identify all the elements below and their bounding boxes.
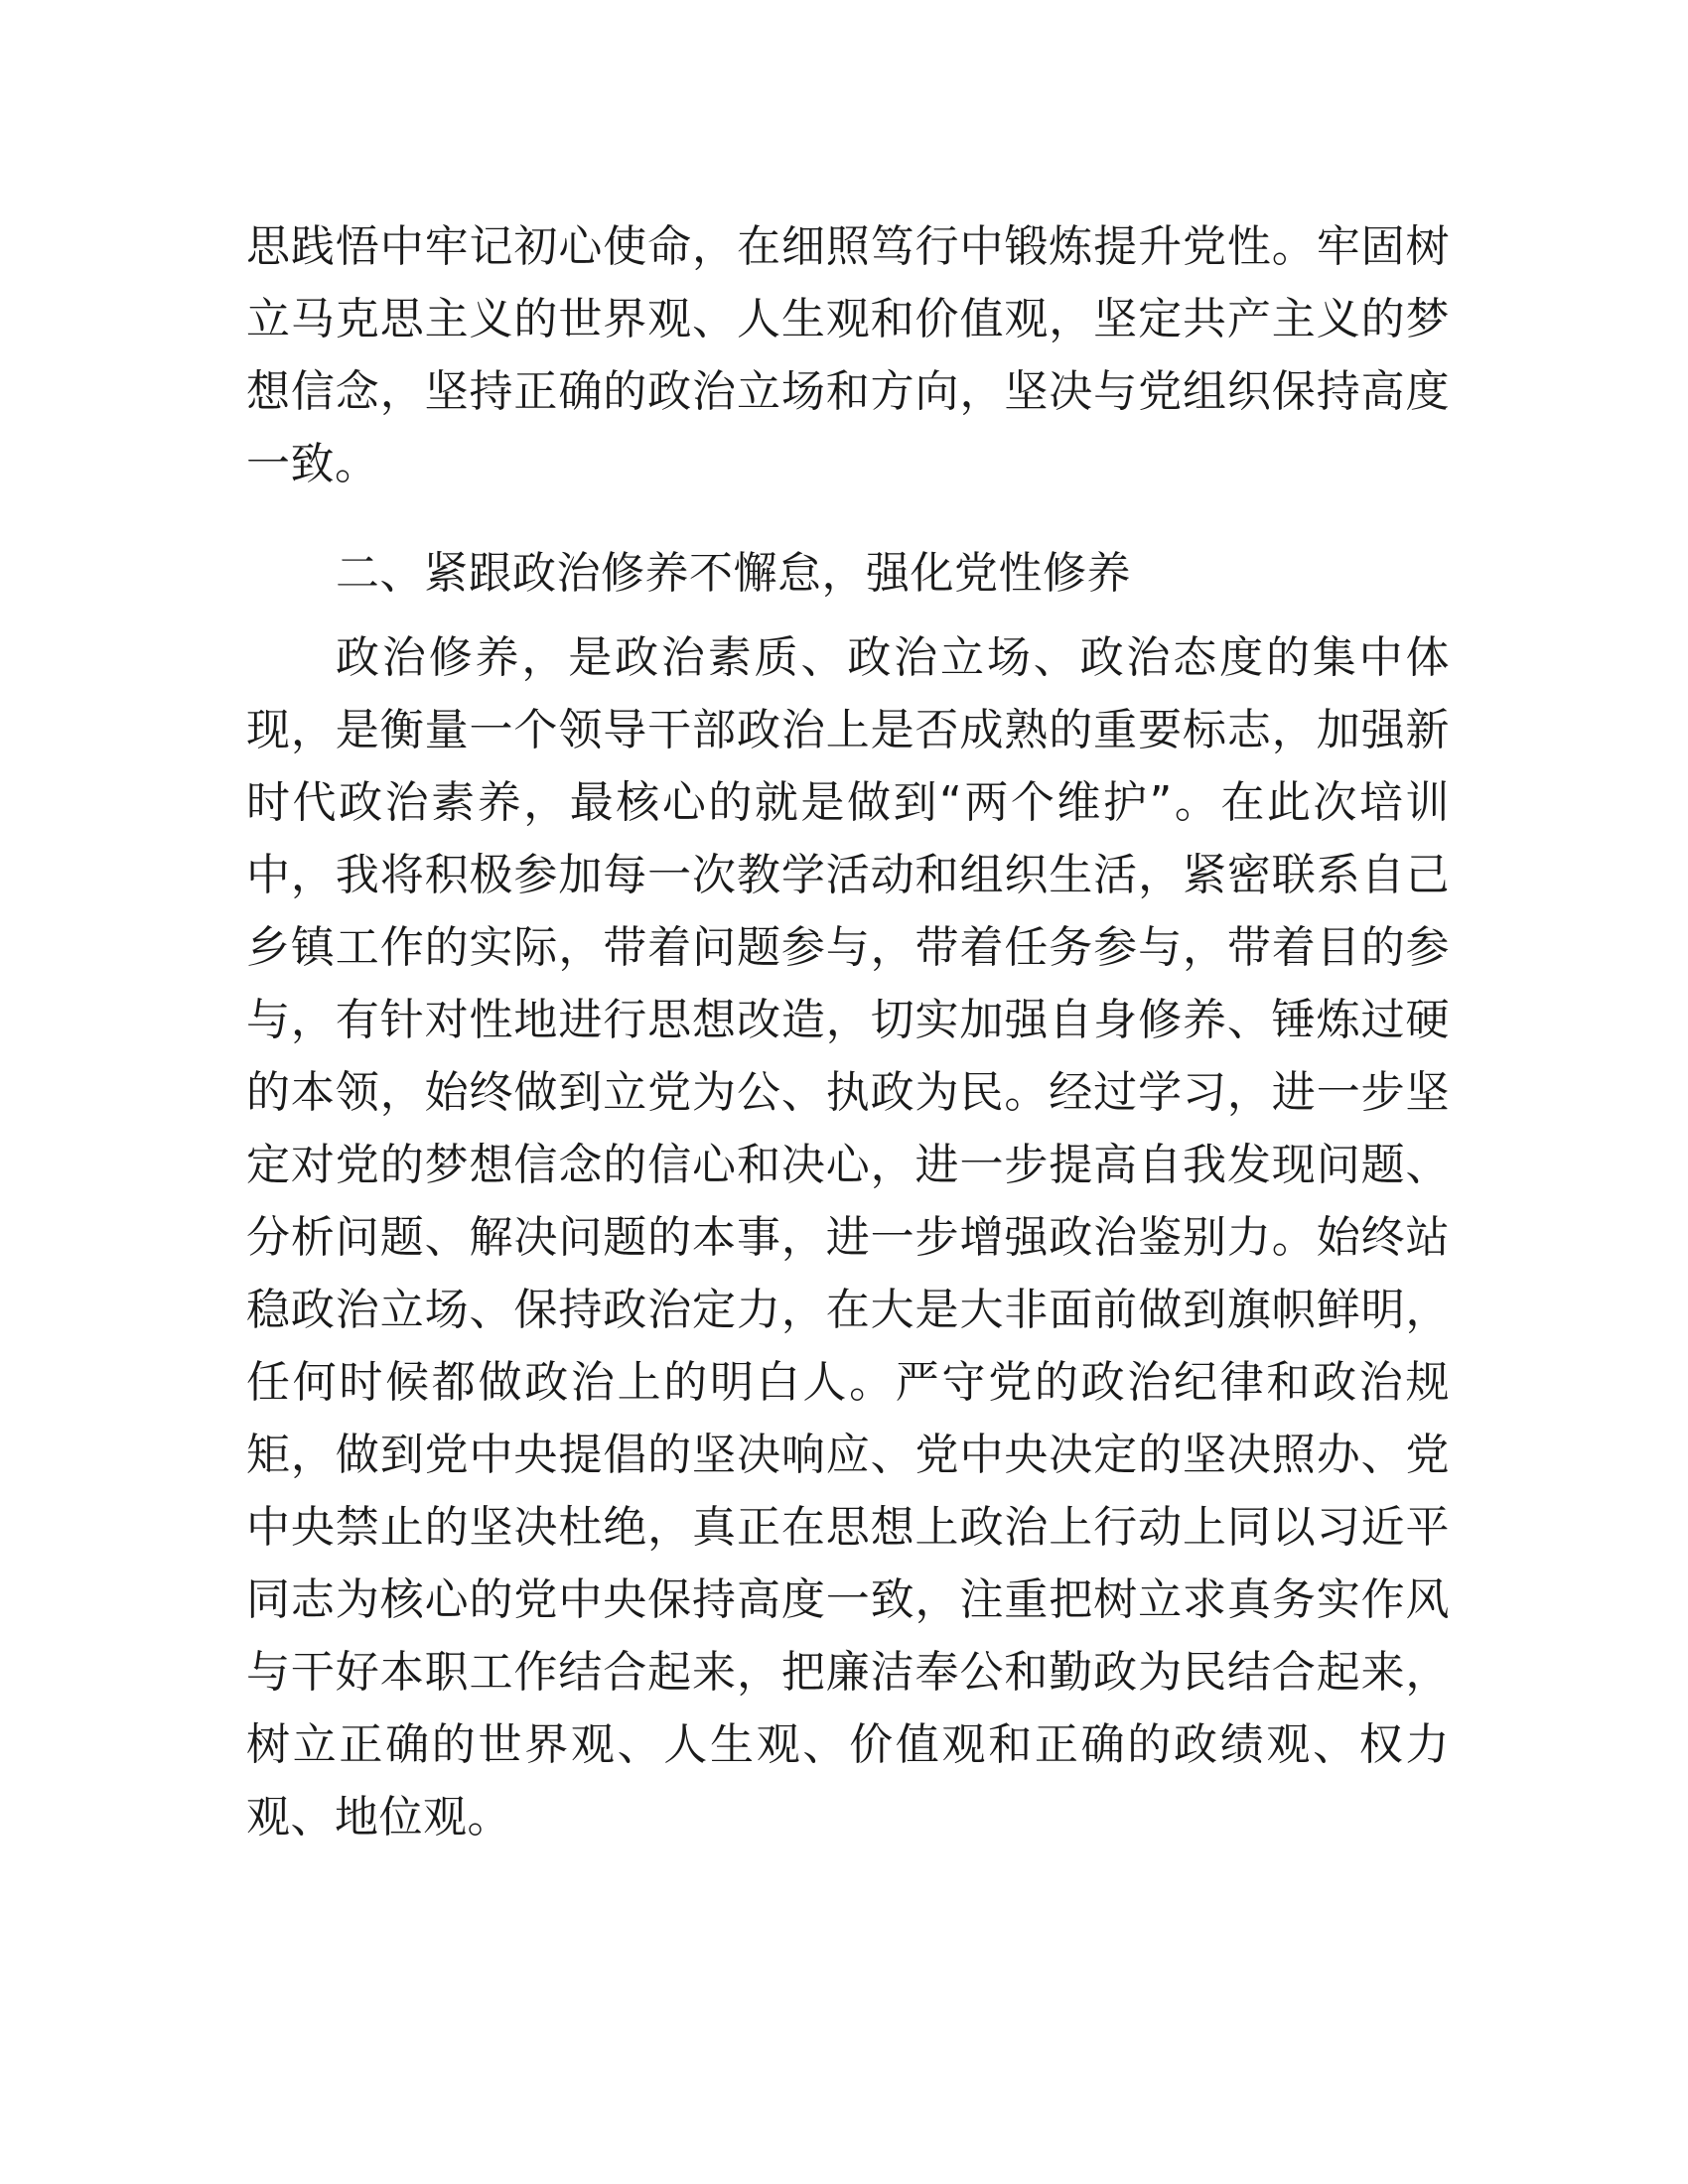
section-heading [246,537,1450,610]
paragraph-line: 与干好本职工作结合起来，把廉洁奉公和勤政为民结合起来， [246,1647,1450,1698]
paragraph-line: 的本领，始终做到立党为公、执政为民。经过学习，进一步坚 [246,1067,1450,1118]
paragraph-line: 中，我将积极参加每一次教学活动和组织生活，紧密联系自己 [246,850,1450,900]
paragraph-line: 稳政治立场、保持政治定力，在大是大非面前做到旗帜鲜明， [246,1285,1450,1335]
section-heading-text: 二、紧跟政治修养不懈怠，强化党性修养 [336,548,1131,599]
paragraph-line: 想信念，坚持正确的政治立场和方向，坚决与党组织保持高度 [246,366,1450,417]
paragraph-line: 立马克思主义的世界观、人生观和价值观，坚定共产主义的梦 [246,294,1450,344]
paragraph-line: 时代政治素养，最核心的就是做到“两个维护”。在此次培训 [246,777,1450,828]
paragraph-line: 与，有针对性地进行思想改造，切实加强自身修养、锤炼过硬 [246,995,1450,1045]
paragraph-line: 一致。 [246,439,379,489]
paragraph-line: 政治修养，是政治素质、政治立场、政治态度的集中体 [336,632,1450,683]
paragraph-2 [246,621,1450,1853]
paragraph-line: 同志为核心的党中央保持高度一致，注重把树立求真务实作风 [246,1574,1450,1625]
paragraph-line: 现，是衡量一个领导干部政治上是否成熟的重要标志，加强新 [246,705,1450,755]
paragraph-line: 定对党的梦想信念的信心和决心，进一步提高自我发现问题、 [246,1140,1450,1190]
paragraph-line: 乡镇工作的实际，带着问题参与，带着任务参与，带着目的参 [246,922,1450,973]
paragraph-line: 中央禁止的坚决杜绝，真正在思想上政治上行动上同以习近平 [246,1502,1450,1553]
paragraph-line: 矩，做到党中央提倡的坚决响应、党中央决定的坚决照办、党 [246,1430,1450,1480]
paragraph-line: 分析问题、解决问题的本事，进一步增强政治鉴别力。始终站 [246,1212,1450,1263]
paragraph-line: 思践悟中牢记初心使命，在细照笃行中锻炼提升党性。牢固树 [246,221,1450,272]
paragraph-line: 任何时候都做政治上的明白人。严守党的政治纪律和政治规 [246,1357,1450,1408]
paragraph-1 [246,210,1450,500]
paragraph-line: 观、地位观。 [246,1792,511,1843]
paragraph-line: 树立正确的世界观、人生观、价值观和正确的政绩观、权力 [246,1719,1450,1770]
